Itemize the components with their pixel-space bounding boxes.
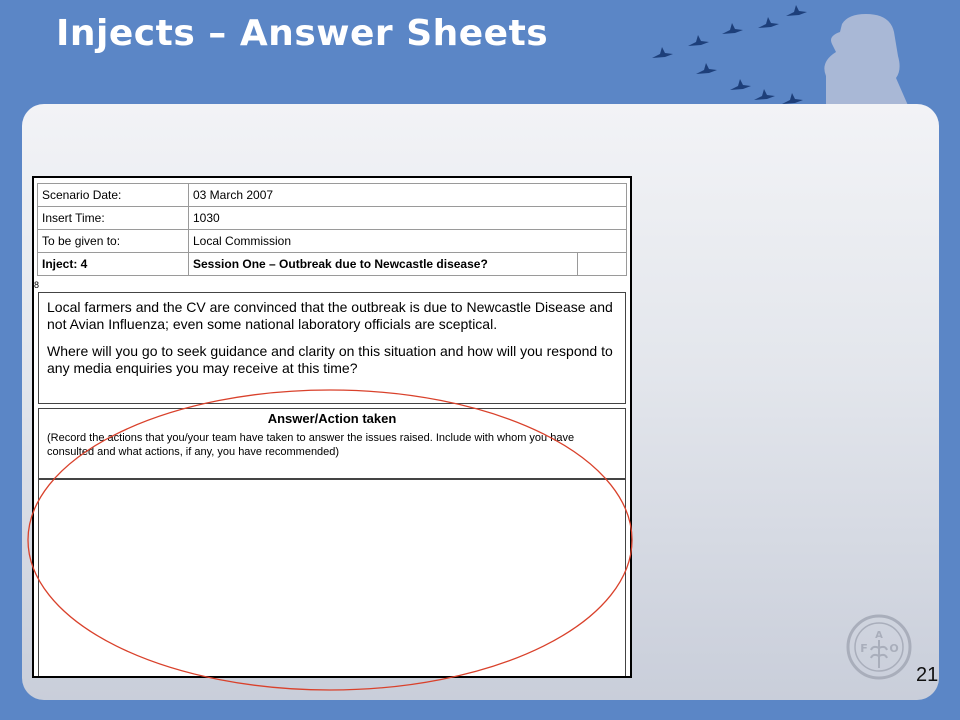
svg-text:F: F — [860, 642, 868, 655]
answer-sheet-document — [32, 176, 632, 678]
bird-icon — [730, 79, 751, 90]
stray-mark: 8 — [34, 280, 40, 290]
scenario-date-value: 03 March 2007 — [189, 184, 627, 207]
answer-input-area[interactable] — [38, 480, 626, 676]
bird-icon — [786, 5, 807, 16]
inject-value: Session One – Outbreak due to Newcastle disease? — [189, 253, 578, 276]
question-paragraph-2: Where will you go to seek guidance and clarity on this situation and how will you respond to any media enquiries you may receive at this time? — [47, 343, 613, 376]
given-to-value: Local Commission — [189, 230, 627, 253]
question-paragraph-1: Local farmers and the CV are convinced that the outbreak is due to Newcastle Disease and not Avian Influenza; even some national laboratory officials are sceptical. — [47, 299, 613, 332]
answer-instructions: (Record the actions that you/your team have taken to answer the issues raised. Include with whom you have consulted and what actions, if any, you have recommended) — [47, 432, 575, 458]
scenario-date-label: Scenario Date: — [38, 184, 189, 207]
table-row — [38, 184, 627, 207]
table-row — [38, 230, 627, 253]
table-row — [38, 253, 627, 276]
insert-time-value: 1030 — [189, 207, 627, 230]
answer-header — [38, 408, 626, 480]
bird-icon — [652, 47, 673, 58]
inject-question — [38, 292, 626, 404]
inject-extra-cell — [578, 253, 627, 276]
bird-icon — [696, 63, 717, 74]
svg-text:A: A — [875, 630, 883, 641]
fao-logo — [846, 614, 912, 680]
bird-icon — [758, 17, 779, 28]
given-to-label: To be given to: — [38, 230, 189, 253]
slide-title: Injects – Answer Sheets — [56, 13, 549, 54]
table-row — [38, 207, 627, 230]
svg-text:O: O — [889, 642, 899, 655]
page-number: 21 — [916, 664, 939, 686]
birds-decoration — [640, 0, 960, 110]
bird-icon — [782, 93, 803, 104]
inject-metadata-table — [37, 183, 627, 276]
inject-label: Inject: 4 — [38, 253, 189, 276]
bird-icon — [754, 89, 775, 100]
bird-icon — [722, 23, 743, 34]
person-silhouette — [824, 14, 910, 110]
answer-title: Answer/Action taken — [267, 411, 397, 426]
insert-time-label: Insert Time: — [38, 207, 189, 230]
bird-icon — [688, 35, 709, 46]
